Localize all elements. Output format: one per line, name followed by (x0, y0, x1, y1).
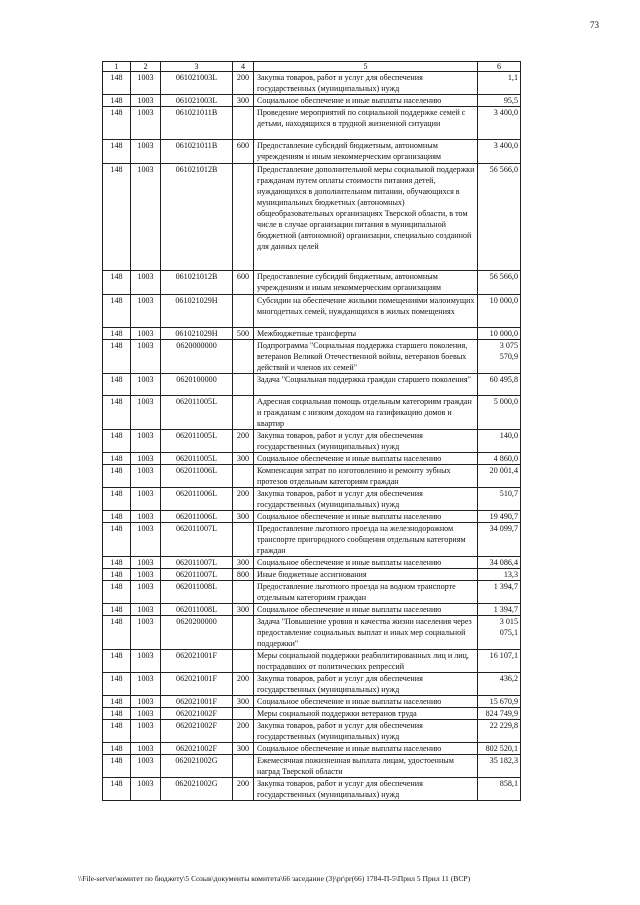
cell-expense-type (233, 396, 254, 430)
cell-section-code: 1003 (131, 95, 161, 107)
cell-agency-code: 148 (103, 164, 131, 271)
table-row (103, 569, 521, 581)
cell-description: Ежемесячная пожизненная выплата лицам, удостоенным наград Тверской области (254, 755, 478, 778)
cell-description: Закупка товаров, работ и услуг для обеспечения государственных (муниципальных) нужд (254, 778, 478, 801)
cell-section-code: 1003 (131, 271, 161, 295)
cell-amount: 10 000,0 (478, 295, 521, 328)
cell-expense-type (233, 340, 254, 374)
table-row (103, 465, 521, 488)
cell-description: Задача "Повышение уровня и качества жизни населения через предоставление социальных выплат и иных мер социальной поддержки" (254, 616, 478, 650)
table-row (103, 696, 521, 708)
cell-section-code: 1003 (131, 755, 161, 778)
cell-section-code: 1003 (131, 140, 161, 164)
cell-target-article: 061021003L (161, 95, 233, 107)
cell-amount: 56 566,0 (478, 271, 521, 295)
cell-section-code: 1003 (131, 708, 161, 720)
table-row (103, 488, 521, 511)
cell-description: Межбюджетные трансферты (254, 328, 478, 340)
cell-target-article: 062011007L (161, 569, 233, 581)
table-row (103, 328, 521, 340)
cell-expense-type: 200 (233, 488, 254, 511)
header-col-6: 6 (478, 62, 521, 72)
header-col-4: 4 (233, 62, 254, 72)
cell-expense-type: 200 (233, 673, 254, 696)
table-row (103, 557, 521, 569)
cell-amount: 56 566,0 (478, 164, 521, 271)
cell-section-code: 1003 (131, 374, 161, 396)
cell-amount: 19 490,7 (478, 511, 521, 523)
cell-description: Иные бюджетные ассигнования (254, 569, 478, 581)
table-row (103, 581, 521, 604)
cell-target-article: 061021029Н (161, 328, 233, 340)
cell-target-article: 0620200000 (161, 616, 233, 650)
cell-agency-code: 148 (103, 374, 131, 396)
cell-description: Социальное обеспечение и иные выплаты населению (254, 696, 478, 708)
cell-section-code: 1003 (131, 396, 161, 430)
cell-agency-code: 148 (103, 271, 131, 295)
cell-amount: 858,1 (478, 778, 521, 801)
cell-expense-type: 500 (233, 328, 254, 340)
table-row (103, 164, 521, 271)
cell-description: Закупка товаров, работ и услуг для обеспечения государственных (муниципальных) нужд (254, 673, 478, 696)
cell-section-code: 1003 (131, 453, 161, 465)
cell-agency-code: 148 (103, 488, 131, 511)
cell-description: Предоставление льготного проезда на железнодорожном транспорте пригородного сообщения отдельным категориям граждан (254, 523, 478, 557)
cell-agency-code: 148 (103, 743, 131, 755)
cell-target-article: 062011006L (161, 465, 233, 488)
cell-amount: 1 394,7 (478, 604, 521, 616)
cell-expense-type (233, 650, 254, 673)
cell-section-code: 1003 (131, 328, 161, 340)
cell-description: Меры социальной поддержки реабилитированных лиц и лиц, пострадавших от политических репрессий (254, 650, 478, 673)
table-row (103, 374, 521, 396)
header-col-3: 3 (161, 62, 233, 72)
cell-target-article: 062011005L (161, 453, 233, 465)
cell-section-code: 1003 (131, 72, 161, 95)
cell-expense-type (233, 523, 254, 557)
cell-agency-code: 148 (103, 650, 131, 673)
cell-amount: 60 495,8 (478, 374, 521, 396)
cell-target-article: 0620000000 (161, 340, 233, 374)
cell-expense-type (233, 616, 254, 650)
table-row (103, 453, 521, 465)
cell-target-article: 062021001F (161, 673, 233, 696)
cell-agency-code: 148 (103, 523, 131, 557)
table-row (103, 523, 521, 557)
cell-section-code: 1003 (131, 340, 161, 374)
cell-agency-code: 148 (103, 581, 131, 604)
cell-section-code: 1003 (131, 743, 161, 755)
cell-expense-type (233, 374, 254, 396)
cell-agency-code: 148 (103, 673, 131, 696)
cell-agency-code: 148 (103, 95, 131, 107)
cell-description: Социальное обеспечение и иные выплаты населению (254, 743, 478, 755)
cell-target-article: 062021001F (161, 696, 233, 708)
cell-amount: 34 086,4 (478, 557, 521, 569)
table-row (103, 140, 521, 164)
header-col-1: 1 (103, 62, 131, 72)
table-row (103, 430, 521, 453)
cell-description: Предоставление льготного проезда на водном транспорте отдельным категориям граждан (254, 581, 478, 604)
cell-amount: 10 000,0 (478, 328, 521, 340)
cell-agency-code: 148 (103, 465, 131, 488)
cell-section-code: 1003 (131, 523, 161, 557)
cell-amount: 436,2 (478, 673, 521, 696)
cell-amount: 802 520,1 (478, 743, 521, 755)
cell-target-article: 062011008L (161, 581, 233, 604)
cell-expense-type: 300 (233, 604, 254, 616)
cell-agency-code: 148 (103, 430, 131, 453)
cell-description: Закупка товаров, работ и услуг для обеспечения государственных (муниципальных) нужд (254, 430, 478, 453)
cell-agency-code: 148 (103, 107, 131, 140)
cell-agency-code: 148 (103, 396, 131, 430)
table-row (103, 673, 521, 696)
cell-description: Предоставление субсидий бюджетным, автономным учреждениям и иным некоммерческим организациям (254, 140, 478, 164)
cell-amount: 34 099,7 (478, 523, 521, 557)
cell-amount: 22 229,8 (478, 720, 521, 743)
cell-description: Закупка товаров, работ и услуг для обеспечения государственных (муниципальных) нужд (254, 72, 478, 95)
cell-section-code: 1003 (131, 696, 161, 708)
cell-target-article: 0620100000 (161, 374, 233, 396)
cell-expense-type: 200 (233, 430, 254, 453)
cell-target-article: 061021012В (161, 271, 233, 295)
table-row (103, 271, 521, 295)
cell-amount: 1,1 (478, 72, 521, 95)
cell-amount: 16 107,1 (478, 650, 521, 673)
cell-section-code: 1003 (131, 107, 161, 140)
table-row (103, 720, 521, 743)
header-col-2: 2 (131, 62, 161, 72)
cell-expense-type (233, 107, 254, 140)
cell-section-code: 1003 (131, 720, 161, 743)
cell-expense-type (233, 708, 254, 720)
cell-agency-code: 148 (103, 340, 131, 374)
cell-target-article: 062011008L (161, 604, 233, 616)
cell-expense-type: 300 (233, 696, 254, 708)
table-row (103, 650, 521, 673)
cell-expense-type: 300 (233, 511, 254, 523)
table-row (103, 708, 521, 720)
cell-agency-code: 148 (103, 140, 131, 164)
table-row (103, 511, 521, 523)
cell-amount: 824 749,9 (478, 708, 521, 720)
cell-description: Предоставление субсидий бюджетным, автономным учреждениям и иным некоммерческим организациям (254, 271, 478, 295)
cell-description: Социальное обеспечение и иные выплаты населению (254, 95, 478, 107)
cell-target-article: 062011007L (161, 557, 233, 569)
cell-agency-code: 148 (103, 511, 131, 523)
cell-target-article: 061021003L (161, 72, 233, 95)
cell-agency-code: 148 (103, 328, 131, 340)
budget-table-container (102, 61, 520, 801)
cell-description: Социальное обеспечение и иные выплаты населению (254, 557, 478, 569)
cell-section-code: 1003 (131, 616, 161, 650)
cell-description: Проведение мероприятий по социальной поддержке семей с детьми, находящихся в трудной жизненной ситуации (254, 107, 478, 140)
cell-target-article: 062011006L (161, 511, 233, 523)
cell-agency-code: 148 (103, 72, 131, 95)
cell-agency-code: 148 (103, 708, 131, 720)
budget-table (102, 61, 521, 801)
cell-target-article: 062021001F (161, 650, 233, 673)
cell-description: Меры социальной поддержки ветеранов труда (254, 708, 478, 720)
cell-agency-code: 148 (103, 604, 131, 616)
cell-agency-code: 148 (103, 557, 131, 569)
table-header-row (103, 62, 521, 72)
table-row (103, 396, 521, 430)
cell-description: Закупка товаров, работ и услуг для обеспечения государственных (муниципальных) нужд (254, 488, 478, 511)
cell-amount: 4 860,0 (478, 453, 521, 465)
table-row (103, 295, 521, 328)
cell-agency-code: 148 (103, 755, 131, 778)
cell-target-article: 062021002F (161, 708, 233, 720)
cell-expense-type: 200 (233, 720, 254, 743)
cell-agency-code: 148 (103, 295, 131, 328)
cell-expense-type: 300 (233, 453, 254, 465)
cell-expense-type (233, 755, 254, 778)
cell-amount: 3 075 570,9 (478, 340, 521, 374)
cell-amount: 13,3 (478, 569, 521, 581)
cell-description: Адресная социальная помощь отдельным категориям граждан и гражданам с низким доходом на газификацию домов и квартир (254, 396, 478, 430)
cell-target-article: 062011005L (161, 430, 233, 453)
cell-section-code: 1003 (131, 604, 161, 616)
cell-description: Социальное обеспечение и иные выплаты населению (254, 453, 478, 465)
cell-section-code: 1003 (131, 650, 161, 673)
cell-section-code: 1003 (131, 465, 161, 488)
cell-description: Социальное обеспечение и иные выплаты населению (254, 511, 478, 523)
cell-amount: 3 400,0 (478, 140, 521, 164)
cell-amount: 3 400,0 (478, 107, 521, 140)
cell-expense-type: 600 (233, 140, 254, 164)
cell-description: Подпрограмма "Социальная поддержка старшего поколения, ветеранов Великой Отечественной войны, ветеранов боевых действий и членов их семей" (254, 340, 478, 374)
table-row (103, 107, 521, 140)
cell-description: Компенсация затрат по изготовлению и ремонту зубных протезов отдельным категориям граждан (254, 465, 478, 488)
table-row (103, 604, 521, 616)
cell-target-article: 062021002F (161, 743, 233, 755)
cell-amount: 3 015 075,1 (478, 616, 521, 650)
cell-agency-code: 148 (103, 453, 131, 465)
table-row (103, 778, 521, 801)
cell-target-article: 061021029Н (161, 295, 233, 328)
cell-description: Социальное обеспечение и иные выплаты населению (254, 604, 478, 616)
cell-agency-code: 148 (103, 616, 131, 650)
cell-section-code: 1003 (131, 164, 161, 271)
cell-expense-type: 200 (233, 778, 254, 801)
cell-target-article: 062011005L (161, 396, 233, 430)
page-number: 73 (590, 20, 599, 30)
cell-expense-type (233, 581, 254, 604)
table-row (103, 616, 521, 650)
cell-agency-code: 148 (103, 778, 131, 801)
cell-expense-type (233, 164, 254, 271)
file-path-footer: \\File-server\комитет по бюджету\5 Созыв\документы комитета\66 заседание (3)\pr\pr(66) 1784-П-5\Прил 5 Прил 11 (ВСР) (78, 874, 471, 883)
cell-expense-type: 300 (233, 557, 254, 569)
cell-section-code: 1003 (131, 673, 161, 696)
cell-agency-code: 148 (103, 696, 131, 708)
cell-section-code: 1003 (131, 295, 161, 328)
cell-amount: 510,7 (478, 488, 521, 511)
cell-description: Закупка товаров, работ и услуг для обеспечения государственных (муниципальных) нужд (254, 720, 478, 743)
cell-target-article: 062021002G (161, 755, 233, 778)
cell-target-article: 062021002G (161, 778, 233, 801)
cell-section-code: 1003 (131, 430, 161, 453)
cell-expense-type: 800 (233, 569, 254, 581)
cell-amount: 95,5 (478, 95, 521, 107)
cell-description: Субсидии на обеспечение жилыми помещениями малоимущих многодетных семей, нуждающихся в жилых помещениях (254, 295, 478, 328)
cell-expense-type: 600 (233, 271, 254, 295)
cell-description: Предоставление дополнительной меры социальной поддержки гражданам путем оплаты стоимости питания детей, нуждающихся в дополнительном питании, обучающихся в муниципальных бюджетных (автономных) общеобразовательных организациях Тверской области, в том числе в случае организации питания в муниципальной бюджетной (автономной) организации, специально созданной для данных целей (254, 164, 478, 271)
cell-expense-type (233, 295, 254, 328)
cell-amount: 140,0 (478, 430, 521, 453)
cell-amount: 15 670,9 (478, 696, 521, 708)
cell-amount: 20 001,4 (478, 465, 521, 488)
header-col-5: 5 (254, 62, 478, 72)
cell-agency-code: 148 (103, 569, 131, 581)
cell-target-article: 061021012В (161, 164, 233, 271)
cell-target-article: 061021011В (161, 107, 233, 140)
cell-target-article: 062021002F (161, 720, 233, 743)
table-row (103, 72, 521, 95)
cell-amount: 1 394,7 (478, 581, 521, 604)
cell-expense-type: 300 (233, 95, 254, 107)
cell-expense-type: 200 (233, 72, 254, 95)
cell-section-code: 1003 (131, 557, 161, 569)
cell-section-code: 1003 (131, 569, 161, 581)
cell-amount: 5 000,0 (478, 396, 521, 430)
cell-target-article: 061021011В (161, 140, 233, 164)
cell-agency-code: 148 (103, 720, 131, 743)
table-row (103, 340, 521, 374)
cell-section-code: 1003 (131, 581, 161, 604)
table-row (103, 743, 521, 755)
cell-target-article: 062011007L (161, 523, 233, 557)
cell-section-code: 1003 (131, 488, 161, 511)
cell-section-code: 1003 (131, 778, 161, 801)
cell-target-article: 062011006L (161, 488, 233, 511)
cell-section-code: 1003 (131, 511, 161, 523)
cell-description: Задача "Социальная поддержка граждан старшего поколения" (254, 374, 478, 396)
cell-expense-type (233, 465, 254, 488)
table-body (103, 72, 521, 801)
cell-amount: 35 182,3 (478, 755, 521, 778)
table-row (103, 95, 521, 107)
cell-expense-type: 300 (233, 743, 254, 755)
table-row (103, 755, 521, 778)
